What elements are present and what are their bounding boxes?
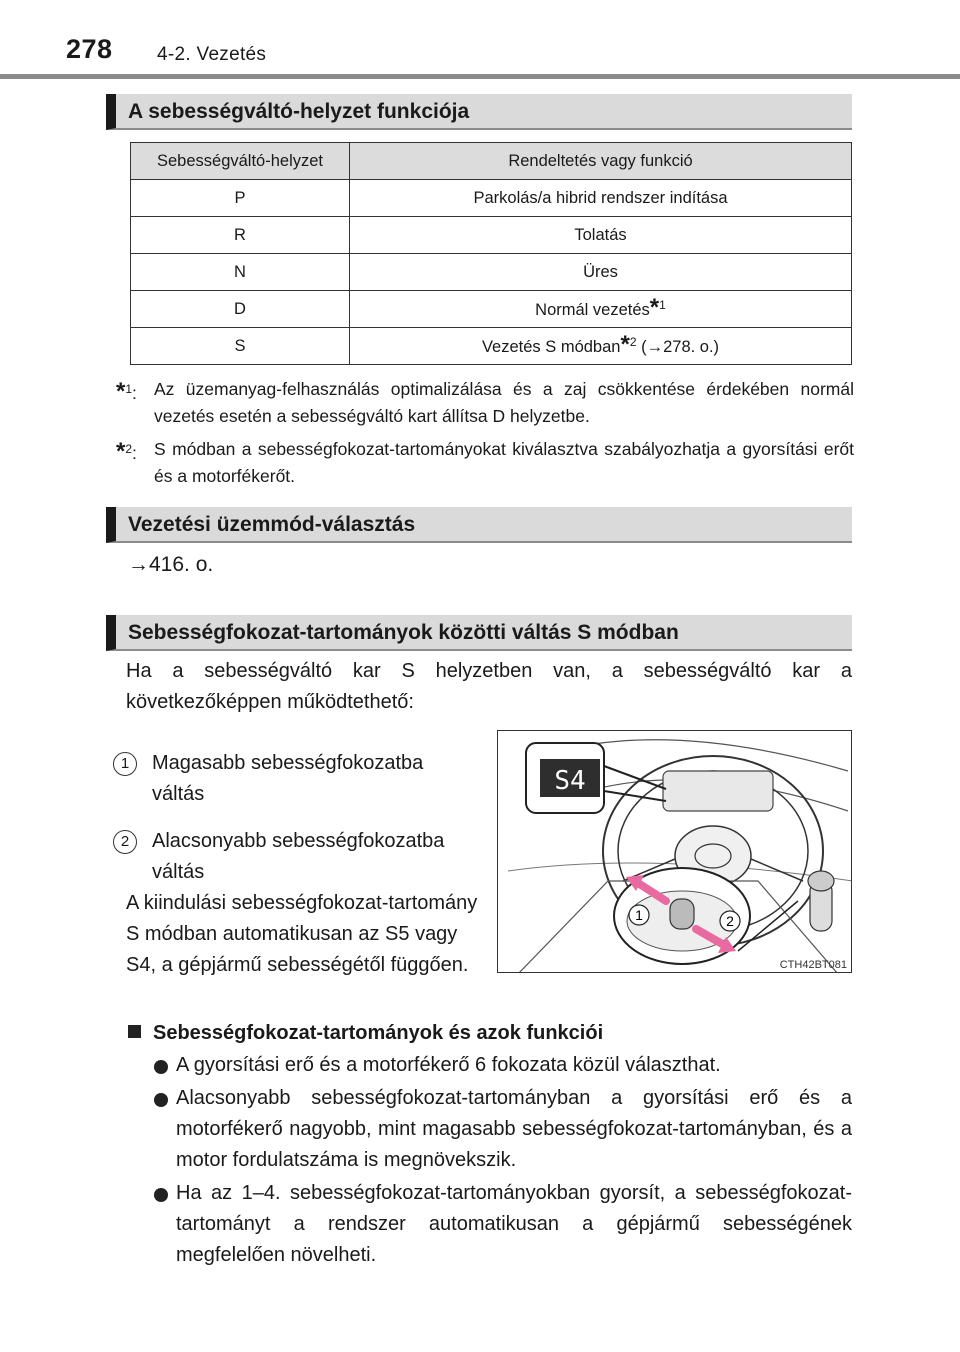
square-bullet-icon (128, 1025, 141, 1038)
footnote-2 (116, 436, 854, 490)
table-cell-function (350, 328, 852, 365)
function-text: Vezetés S módban (481, 338, 621, 356)
table-cell-position: P (131, 180, 350, 217)
table-row (131, 217, 852, 254)
section-running-head: 4-2. Vezetés (157, 44, 267, 65)
display-s4-text: S4 (554, 766, 586, 796)
page-reference-link[interactable]: (→278. o.) (641, 338, 720, 356)
footnote-ref: 2 (629, 335, 637, 349)
page-reference-link[interactable]: →416. o. (128, 553, 214, 576)
bullet-text-3: Ha az 1–4. sebességfokozat-tartományokban gyorsít, a sebességfokozat-tartományt a rendszer automatikusan a gépjármű sebességének megfelelően növelheti. (176, 1182, 852, 1266)
bullet-dot-icon (154, 1093, 168, 1107)
page-number: 278 (66, 34, 113, 64)
table-cell-function: Üres (350, 254, 852, 291)
table-row (131, 180, 852, 217)
cockpit-illustration (498, 731, 852, 973)
table-cell-position: N (131, 254, 350, 291)
bullet-dot-icon (154, 1188, 168, 1202)
table-row (131, 291, 852, 328)
bullet-text-1: A gyorsítási erő és a motorfékerő 6 fokozata közül választhat. (176, 1054, 721, 1076)
subsection-heading (128, 1022, 603, 1045)
step-text-1: Magasabb sebességfokozatba váltás (152, 752, 424, 805)
callout-1: 1 (635, 907, 643, 923)
step-number-2: 2 (113, 830, 137, 854)
footnote-marker: *$^2$: (116, 438, 137, 465)
section-heading-shift-function: A sebességváltó-helyzet funkciója (106, 94, 852, 130)
footnote-ref: 1 (659, 298, 666, 312)
step-text-2: Alacsonyabb sebességfokozatba váltás (152, 830, 445, 883)
figure-code: CTH42BT081 (779, 959, 847, 971)
table-header-position: Sebességváltó-helyzet (131, 143, 350, 180)
bullet-text-2: Alacsonyabb sebességfokozat-tartományban a gyorsítási erő és a motorfékerő nagyobb, mint magasabb sebességfokozat-tartományban, és a motor fordulatszáma is megnövekszik. (176, 1087, 852, 1171)
initial-range-paragraph: A kiindulási sebességfokozat-tartomány S módban automatikusan az S5 vagy S4, a gépjármű sebességétől függően. (126, 892, 478, 976)
table-header-function: Rendeltetés vagy funkció (350, 143, 852, 180)
table-cell-function (350, 291, 852, 328)
header-rule (0, 74, 960, 79)
step-number-1: 1 (113, 752, 137, 776)
footnote-1 (116, 376, 854, 430)
shift-lever-figure (497, 730, 852, 973)
table-row (131, 328, 852, 365)
shift-position-table (130, 142, 852, 365)
table-header-row (131, 143, 852, 180)
function-text: Normál vezetés (535, 301, 650, 319)
footnote-star: * (620, 331, 630, 358)
table-cell-function: Parkolás/a hibrid rendszer indítása (350, 180, 852, 217)
table-cell-function: Tolatás (350, 217, 852, 254)
footnote-text: Az üzemanyag-felhasználás optimalizálása és a zaj csökkentése érdekében normál vezetés esetén a sebességváltó kart állítsa D helyzetbe. (154, 379, 854, 426)
callout-2: 2 (726, 913, 734, 929)
table-cell-position: D (131, 291, 350, 328)
footnote-text: S módban a sebességfokozat-tartományokat kiválasztva szabályozhatja a gyorsítási erőt és a motorfékerőt. (154, 439, 854, 486)
table-cell-position: R (131, 217, 350, 254)
footnote-star: * (649, 294, 660, 321)
bullet-dot-icon (154, 1060, 168, 1074)
footnote-marker: *$^1$: (116, 378, 137, 405)
table-row (131, 254, 852, 291)
section-heading-drive-mode: Vezetési üzemmód-választás (106, 507, 852, 543)
table-cell-position: S (131, 328, 350, 365)
section-heading-s-mode: Sebességfokozat-tartományok közötti váltás S módban (106, 615, 852, 651)
subsection-title: Sebességfokozat-tartományok és azok funkciói (153, 1022, 604, 1044)
intro-paragraph: Ha a sebességváltó kar S helyzetben van, a sebességváltó kar a következőképpen működtethető: (126, 660, 852, 713)
